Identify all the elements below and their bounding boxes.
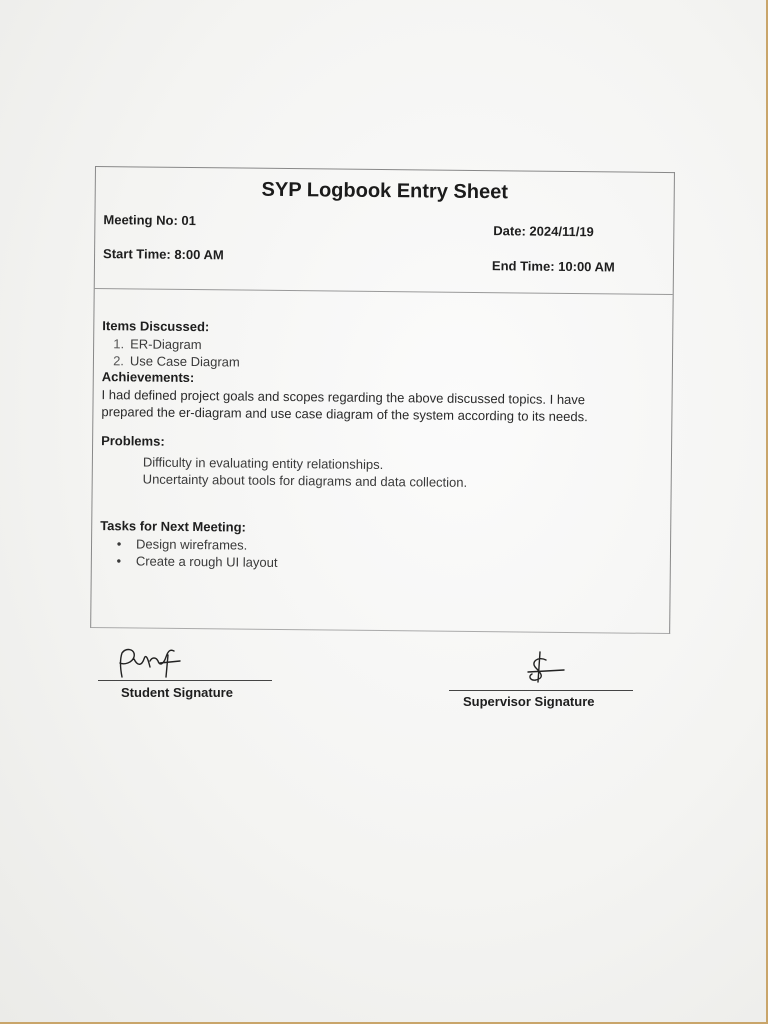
date-field: [493, 223, 594, 239]
student-signature-label: Student Signature: [121, 685, 233, 700]
start-time-value: 8:00 AM: [174, 246, 224, 263]
end-time-label: End Time:: [491, 258, 555, 274]
start-time-label: Start Time:: [103, 246, 171, 262]
problem-item: Uncertainty about tools for diagrams and data collection.: [142, 471, 468, 490]
meeting-number: [103, 212, 196, 228]
meeting-number-label: Meeting No:: [103, 212, 178, 228]
items-discussed-list: [102, 335, 240, 370]
end-time-field: [492, 258, 615, 274]
list-item: [102, 335, 240, 353]
date-label: Date:: [493, 223, 526, 239]
item-number: 2.: [113, 353, 125, 369]
tasks-heading: Tasks for Next Meeting:: [100, 518, 246, 535]
meeting-number-value: 01: [181, 212, 196, 229]
item-text: Use Case Diagram: [129, 353, 240, 370]
items-discussed-heading: Items Discussed:: [102, 318, 210, 335]
achievements-heading: Achievements:: [101, 369, 195, 386]
list-item: [108, 535, 278, 554]
supervisor-signature-label: Supervisor Signature: [463, 694, 595, 709]
problems-heading: Problems:: [101, 433, 165, 449]
achievements-line: I had defined project goals and scopes regarding the above discussed topics. I have: [101, 387, 586, 408]
start-time-field: [103, 246, 224, 262]
item-number: 1.: [113, 336, 125, 352]
task-text: Design wireframes.: [135, 536, 248, 553]
student-signature-line: [98, 680, 272, 681]
header-divider: [95, 288, 673, 295]
achievements-line: prepared the er-diagram and use case diagram of the system according to its needs.: [101, 404, 588, 425]
item-text: ER-Diagram: [130, 336, 202, 353]
sheet-title: SYP Logbook Entry Sheet: [261, 178, 509, 204]
logbook-sheet: [90, 166, 675, 634]
bullet-icon: •: [116, 536, 122, 552]
bullet-icon: •: [116, 553, 122, 569]
end-time-value: 10:00 AM: [558, 258, 615, 275]
student-signature-mark: [112, 645, 192, 683]
date-value: 2024/11/19: [529, 223, 594, 240]
list-item: [102, 352, 240, 370]
supervisor-signature-mark: [520, 648, 570, 686]
tasks-list: [108, 535, 278, 571]
problems-list: [143, 454, 683, 494]
problem-item: Difficulty in evaluating entity relationships.: [142, 454, 384, 473]
list-item: [108, 552, 278, 571]
achievements-text: [101, 386, 641, 426]
task-text: Create a rough UI layout: [135, 553, 278, 570]
supervisor-signature-line: [449, 690, 633, 691]
